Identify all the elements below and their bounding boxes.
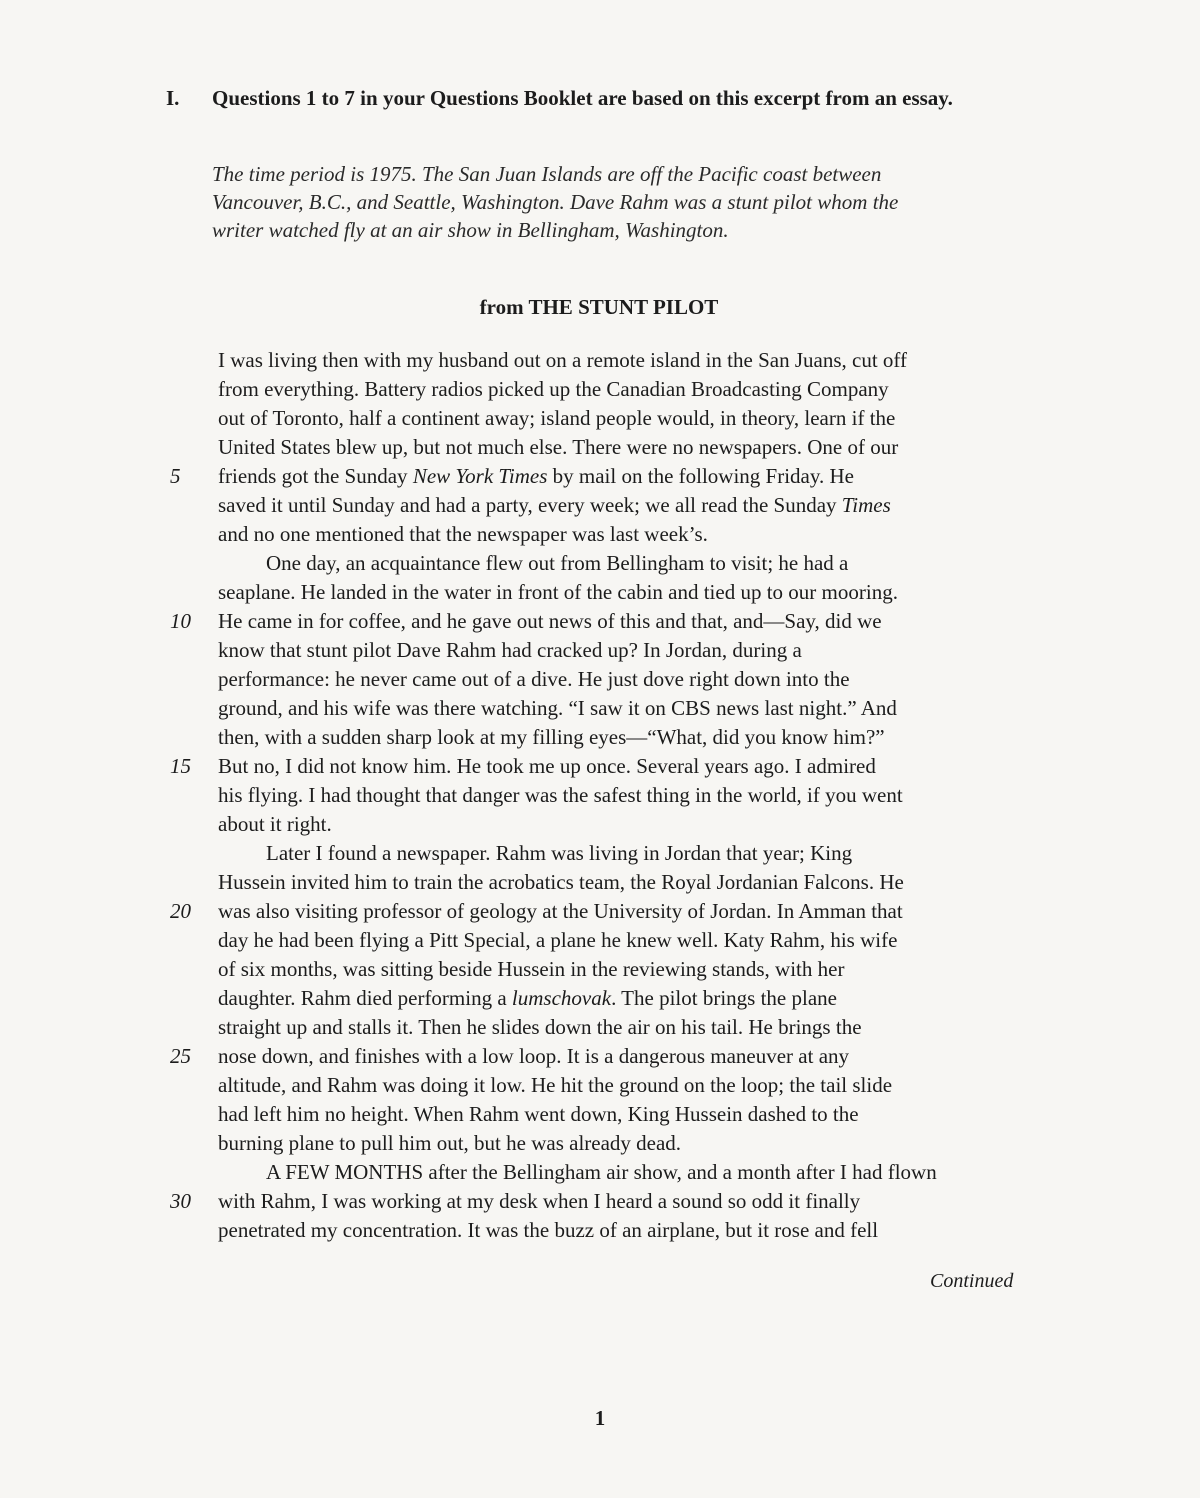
passage-line: had left him no height. When Rahm went down, King Hussein dashed to the	[218, 1102, 859, 1126]
line-number: 10	[170, 609, 191, 633]
passage-line: But no, I did not know him. He took me up once. Several years ago. I admired	[218, 754, 876, 778]
passage-line: A FEW MONTHS after the Bellingham air show, and a month after I had flown	[266, 1160, 937, 1184]
passage-title-text: from THE STUNT PILOT	[479, 295, 719, 319]
passage-line: was also visiting professor of geology at the University of Jordan. In Amman that	[218, 899, 903, 923]
passage-line: daughter. Rahm died performing a lumschovak. The pilot brings the plane	[218, 986, 837, 1010]
passage-line: Hussein invited him to train the acrobatics team, the Royal Jordanian Falcons. He	[218, 870, 904, 894]
passage-line: day he had been flying a Pitt Special, a plane he knew well. Katy Rahm, his wife	[218, 928, 898, 952]
passage-line: nose down, and finishes with a low loop. It is a dangerous maneuver at any	[218, 1044, 850, 1068]
passage-line: with Rahm, I was working at my desk when I heard a sound so odd it finally	[218, 1189, 861, 1213]
passage-line: Later I found a newspaper. Rahm was living in Jordan that year; King	[266, 841, 853, 865]
passage-line: and no one mentioned that the newspaper was last week’s.	[218, 522, 708, 546]
passage-line: performance: he never came out of a dive. He just dove right down into the	[218, 667, 850, 691]
question-number: I.	[166, 86, 180, 110]
passage-line: of six months, was sitting beside Hussein in the reviewing stands, with her	[218, 957, 845, 981]
passage-line: penetrated my concentration. It was the buzz of an airplane, but it rose and fell	[218, 1218, 879, 1242]
passage-line: from everything. Battery radios picked up the Canadian Broadcasting Company	[218, 377, 889, 401]
passage-line: altitude, and Rahm was doing it low. He hit the ground on the loop; the tail slide	[218, 1073, 893, 1097]
passage-line: about it right.	[218, 812, 332, 836]
passage-line: United States blew up, but not much else. There were no newspapers. One of our	[218, 435, 899, 459]
question-text: Questions 1 to 7 in your Questions Booklet are based on this excerpt from an essay.	[212, 86, 953, 110]
line-number: 30	[170, 1189, 191, 1213]
passage-title	[0, 295, 1200, 320]
passage-line: his flying. I had thought that danger was the safest thing in the world, if you went	[218, 783, 903, 807]
passage-line: seaplane. He landed in the water in front of the cabin and tied up to our mooring.	[218, 580, 898, 604]
line-number: 5	[170, 464, 181, 488]
passage-line: One day, an acquaintance flew out from Bellingham to visit; he had a	[266, 551, 849, 575]
passage-line: know that stunt pilot Dave Rahm had cracked up? In Jordan, during a	[218, 638, 802, 662]
passage-line: straight up and stalls it. Then he slides down the air on his tail. He brings the	[218, 1015, 862, 1039]
intro-line: The time period is 1975. The San Juan Islands are off the Pacific coast between	[212, 162, 882, 186]
intro-note	[212, 160, 1052, 244]
line-number: 25	[170, 1044, 191, 1068]
page-number: 1	[594, 1406, 606, 1430]
passage-line: then, with a sudden sharp look at my filling eyes—“What, did you know him?”	[218, 725, 885, 749]
passage-line: I was living then with my husband out on a remote island in the San Juans, cut off	[218, 348, 908, 372]
intro-line: Vancouver, B.C., and Seattle, Washington. Dave Rahm was a stunt pilot whom the	[212, 190, 899, 214]
continued-label: Continued	[930, 1270, 1014, 1292]
intro-line: writer watched fly at an air show in Bellingham, Washington.	[212, 218, 729, 242]
passage-line: burning plane to pull him out, but he was already dead.	[218, 1131, 682, 1155]
passage-line: out of Toronto, half a continent away; island people would, in theory, learn if the	[218, 406, 896, 430]
line-number: 15	[170, 754, 191, 778]
passage-line: ground, and his wife was there watching. “I saw it on CBS news last night.” And	[218, 696, 897, 720]
passage-line: saved it until Sunday and had a party, every week; we all read the Sunday Times	[218, 493, 891, 517]
passage-line: He came in for coffee, and he gave out news of this and that, and—Say, did we	[218, 609, 882, 633]
line-number: 20	[170, 899, 191, 923]
passage-line: friends got the Sunday New York Times by mail on the following Friday. He	[218, 464, 854, 488]
